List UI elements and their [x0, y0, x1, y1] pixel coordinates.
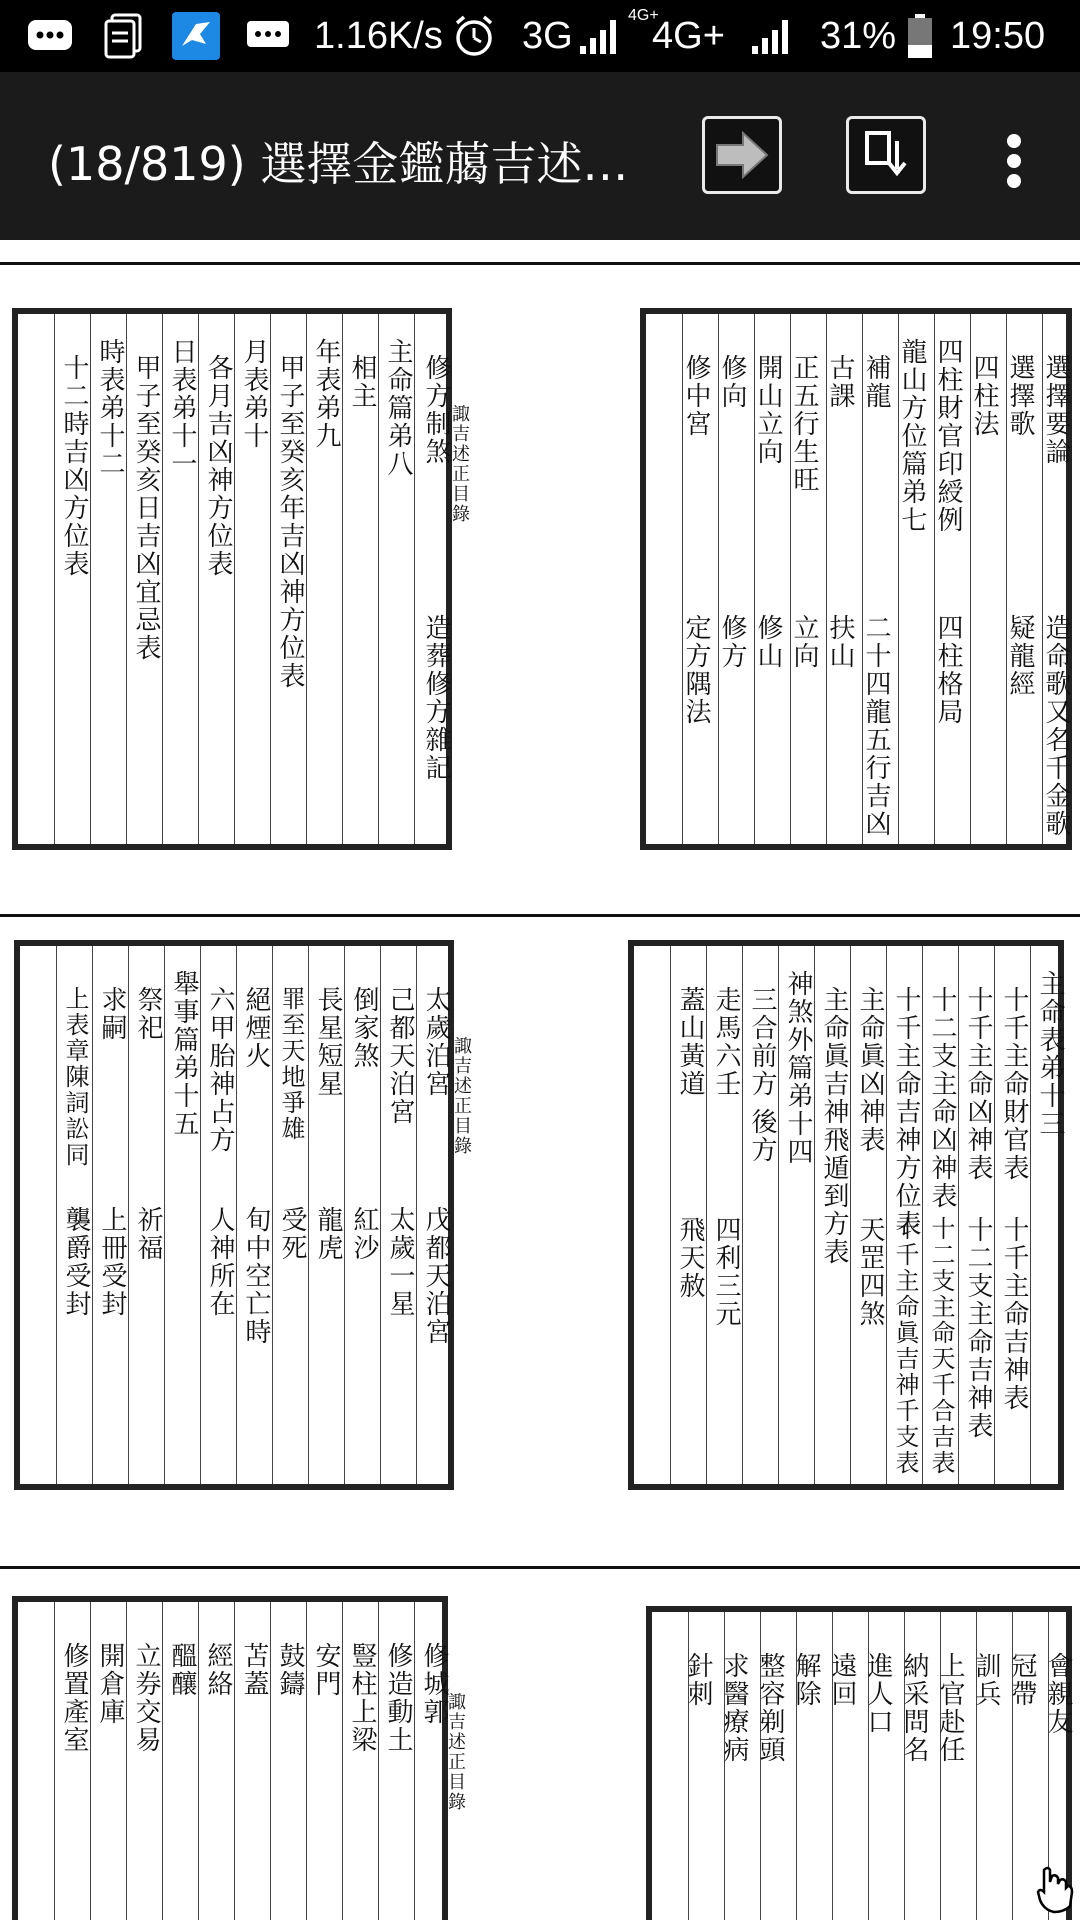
page-divider: [0, 262, 1080, 265]
toc-entry: 醞釀: [167, 1642, 197, 1698]
toc-entry: 修方: [717, 614, 747, 670]
toc-entry: 求醫療病: [719, 1652, 749, 1764]
toc-entry: 十千主命凶神表: [963, 986, 993, 1182]
toc-entry: 太歲泊宮: [421, 986, 451, 1098]
page-divider: [0, 1566, 1080, 1569]
toc-entry: 鼓鑄: [275, 1642, 305, 1698]
battery-percent: 31%: [820, 15, 897, 57]
toc-entry: 十千主命財官表: [999, 986, 1029, 1182]
toc-entry: 經絡: [203, 1642, 233, 1698]
toc-entry: 四柱財官印綬例: [933, 338, 963, 534]
signal-icon-2: [748, 12, 796, 60]
scan-page-5: [12, 1596, 466, 1920]
toc-entry: 天罡四煞: [855, 1216, 885, 1328]
scan-page-2: [640, 308, 1072, 850]
toc-entry: 襲爵受封: [61, 1206, 91, 1318]
toc-entry: 年表弟九: [311, 338, 341, 450]
toc-entry: 主命眞吉神飛遁到方表: [819, 986, 849, 1266]
scan-page-6: [646, 1606, 1072, 1920]
alarm-icon: [450, 12, 498, 60]
toc-entry: 絕煙火: [241, 986, 271, 1070]
toc-entry: 安門: [311, 1642, 341, 1698]
page-title: (18/819) 選擇金鑑﨟吉述…: [48, 137, 629, 191]
toc-entry: 整容剃頭: [755, 1652, 785, 1764]
toc-entry: 修城郭: [419, 1642, 449, 1726]
download-button[interactable]: [846, 116, 926, 194]
toc-entry: 十千主命吉神方位表: [891, 986, 921, 1238]
toc-entry: 冠帶: [1007, 1652, 1037, 1708]
toc-entry: 立券交易: [131, 1642, 161, 1754]
toc-entry: 日表弟十一: [167, 338, 197, 478]
toc-entry: 求嗣: [97, 986, 127, 1042]
toc-entry: 針刺: [683, 1652, 713, 1708]
overflow-menu-button[interactable]: [1000, 128, 1028, 208]
scan-page-3: [14, 940, 472, 1490]
network-sup: 4G+: [628, 7, 659, 24]
toc-entry: 四柱法: [969, 354, 999, 438]
toc-entry: 十千主命眞吉神千支表: [891, 1216, 919, 1476]
toc-entry: 紅沙: [349, 1206, 379, 1262]
header-strip: 諏吉述正目錄: [449, 404, 470, 524]
toc-entry: 己都天泊宮: [385, 986, 415, 1126]
toc-entry: 祭祀: [133, 986, 163, 1042]
toc-entry: 選擇歌: [1005, 354, 1035, 438]
toc-entry: 倒家煞: [349, 986, 379, 1070]
toc-entry: 十二支主命凶神表: [927, 986, 957, 1210]
toc-entry: 補龍: [861, 354, 891, 410]
toc-entry: 四柱格局: [933, 614, 963, 726]
toc-entry: 祈福: [133, 1206, 163, 1262]
hand-pointer-icon: [1034, 1862, 1074, 1914]
app-bar: [0, 72, 1080, 240]
toc-entry: 太歲一星: [385, 1206, 415, 1318]
toc-entry: 開倉庫: [95, 1642, 125, 1726]
toc-entry: 十二支主命吉神表: [963, 1216, 993, 1440]
header-strip: 諏吉述正目錄: [445, 1692, 466, 1812]
toc-entry: 相主: [347, 354, 377, 410]
toc-entry: 十二支主命天千合吉表: [927, 1216, 955, 1476]
toc-entry: 舉事篇弟十五: [169, 970, 199, 1138]
dot-icon: [1007, 134, 1021, 148]
toc-entry: 開山立向: [753, 354, 783, 466]
document-viewer[interactable]: [0, 240, 1080, 1920]
page-divider: [0, 914, 1080, 917]
signal-icon: [576, 12, 624, 60]
bird-app-icon: [172, 12, 220, 60]
toc-entry: 造葬修方雜記: [421, 614, 451, 782]
network-type-4g: 4G+: [652, 15, 725, 57]
toc-entry: 走馬六壬: [711, 986, 741, 1098]
chat-icon: [26, 12, 74, 60]
toc-entry: 豎柱上梁: [347, 1642, 377, 1754]
toc-entry: 六甲胎神占方: [205, 986, 235, 1154]
toc-entry: 三合前方 後方: [747, 986, 777, 1165]
toc-entry: 選擇要論: [1041, 354, 1071, 466]
toc-entry: 旬中空亡時: [241, 1206, 271, 1346]
toc-entry: 主命表弟十三: [1035, 970, 1065, 1138]
toc-entry: 神煞外篇弟十四: [783, 970, 813, 1166]
toc-entry: 定方隅法: [681, 614, 711, 726]
toc-entry: 苫蓋: [239, 1642, 269, 1698]
toc-entry: 人神所在: [205, 1206, 235, 1318]
toc-entry: 進人口: [863, 1652, 893, 1736]
toc-entry: 受死: [277, 1206, 307, 1262]
toc-entry: 飛天赦: [675, 1216, 705, 1300]
toc-entry: 上官赴任: [935, 1652, 965, 1764]
toc-entry: 修中宮: [681, 354, 711, 438]
network-type-3g: 3G: [522, 15, 573, 57]
toc-entry: 二十四龍五行吉凶: [861, 614, 891, 838]
toc-entry: 疑龍經: [1005, 614, 1035, 698]
clock: 19:50: [950, 15, 1046, 57]
toc-entry: 月表弟十: [239, 338, 269, 450]
toc-entry: 主命眞凶神表: [855, 986, 885, 1154]
toc-entry: 上表章陳詞訟同: [61, 986, 89, 1168]
toc-entry: 正五行生旺: [789, 354, 819, 494]
dot-icon: [1007, 174, 1021, 188]
toc-entry: 納采問名: [899, 1652, 929, 1764]
toc-entry: 立向: [789, 614, 819, 670]
toc-entry: 時表弟十二: [95, 338, 125, 478]
toc-entry: 甲子至癸亥年吉凶神方位表: [275, 354, 305, 690]
dot-icon: [1007, 154, 1021, 168]
toc-entry: 訓兵: [971, 1652, 1001, 1708]
toc-entry: 十二時吉凶方位表: [59, 354, 89, 578]
toc-entry: 長星短星: [313, 986, 343, 1098]
toc-entry: 十千主命吉神表: [999, 1216, 1029, 1412]
scan-page-1: [12, 308, 470, 850]
toc-entry: 扶山: [825, 614, 855, 670]
next-page-button[interactable]: [702, 116, 782, 194]
toc-entry: 主命篇弟八: [383, 338, 413, 478]
arrow-right-icon: [705, 119, 779, 191]
toc-entry: 修山: [753, 614, 783, 670]
toc-entry: 造命歌又名千金歌: [1041, 614, 1071, 838]
toc-entry: 古課: [825, 354, 855, 410]
toc-entry: 修向: [717, 354, 747, 410]
toc-entry: 解除: [791, 1652, 821, 1708]
download-icon: [849, 119, 923, 191]
scan-page-4: [628, 940, 1064, 1490]
toc-entry: 會親友: [1043, 1652, 1073, 1736]
toc-entry: 上冊受封: [97, 1206, 127, 1318]
toc-entry: 修造動土: [383, 1642, 413, 1754]
document-icon: [100, 12, 148, 60]
network-speed: 1.16K/s: [314, 15, 443, 57]
battery-icon: [896, 12, 944, 60]
toc-entry: 罪至天地爭雄: [277, 986, 305, 1142]
toc-entry: 修方制煞: [421, 354, 451, 466]
toc-entry: 遠回: [827, 1652, 857, 1708]
toc-entry: 戊都天泊宮: [421, 1206, 451, 1346]
status-bar: [0, 0, 1080, 72]
toc-entry: 各月吉凶神方位表: [203, 354, 233, 578]
toc-entry: 修置產室: [59, 1642, 89, 1754]
toc-entry: 蓋山黃道: [675, 986, 705, 1098]
toc-entry: 龍山方位篇弟七: [897, 338, 927, 534]
toc-entry: 四利三元: [711, 1216, 741, 1328]
toc-entry: 龍虎: [313, 1206, 343, 1262]
toc-entry: 甲子至癸亥日吉凶宜忌表: [131, 354, 161, 662]
header-strip: 諏吉述正目錄: [451, 1036, 472, 1156]
sms-icon: [244, 12, 292, 60]
